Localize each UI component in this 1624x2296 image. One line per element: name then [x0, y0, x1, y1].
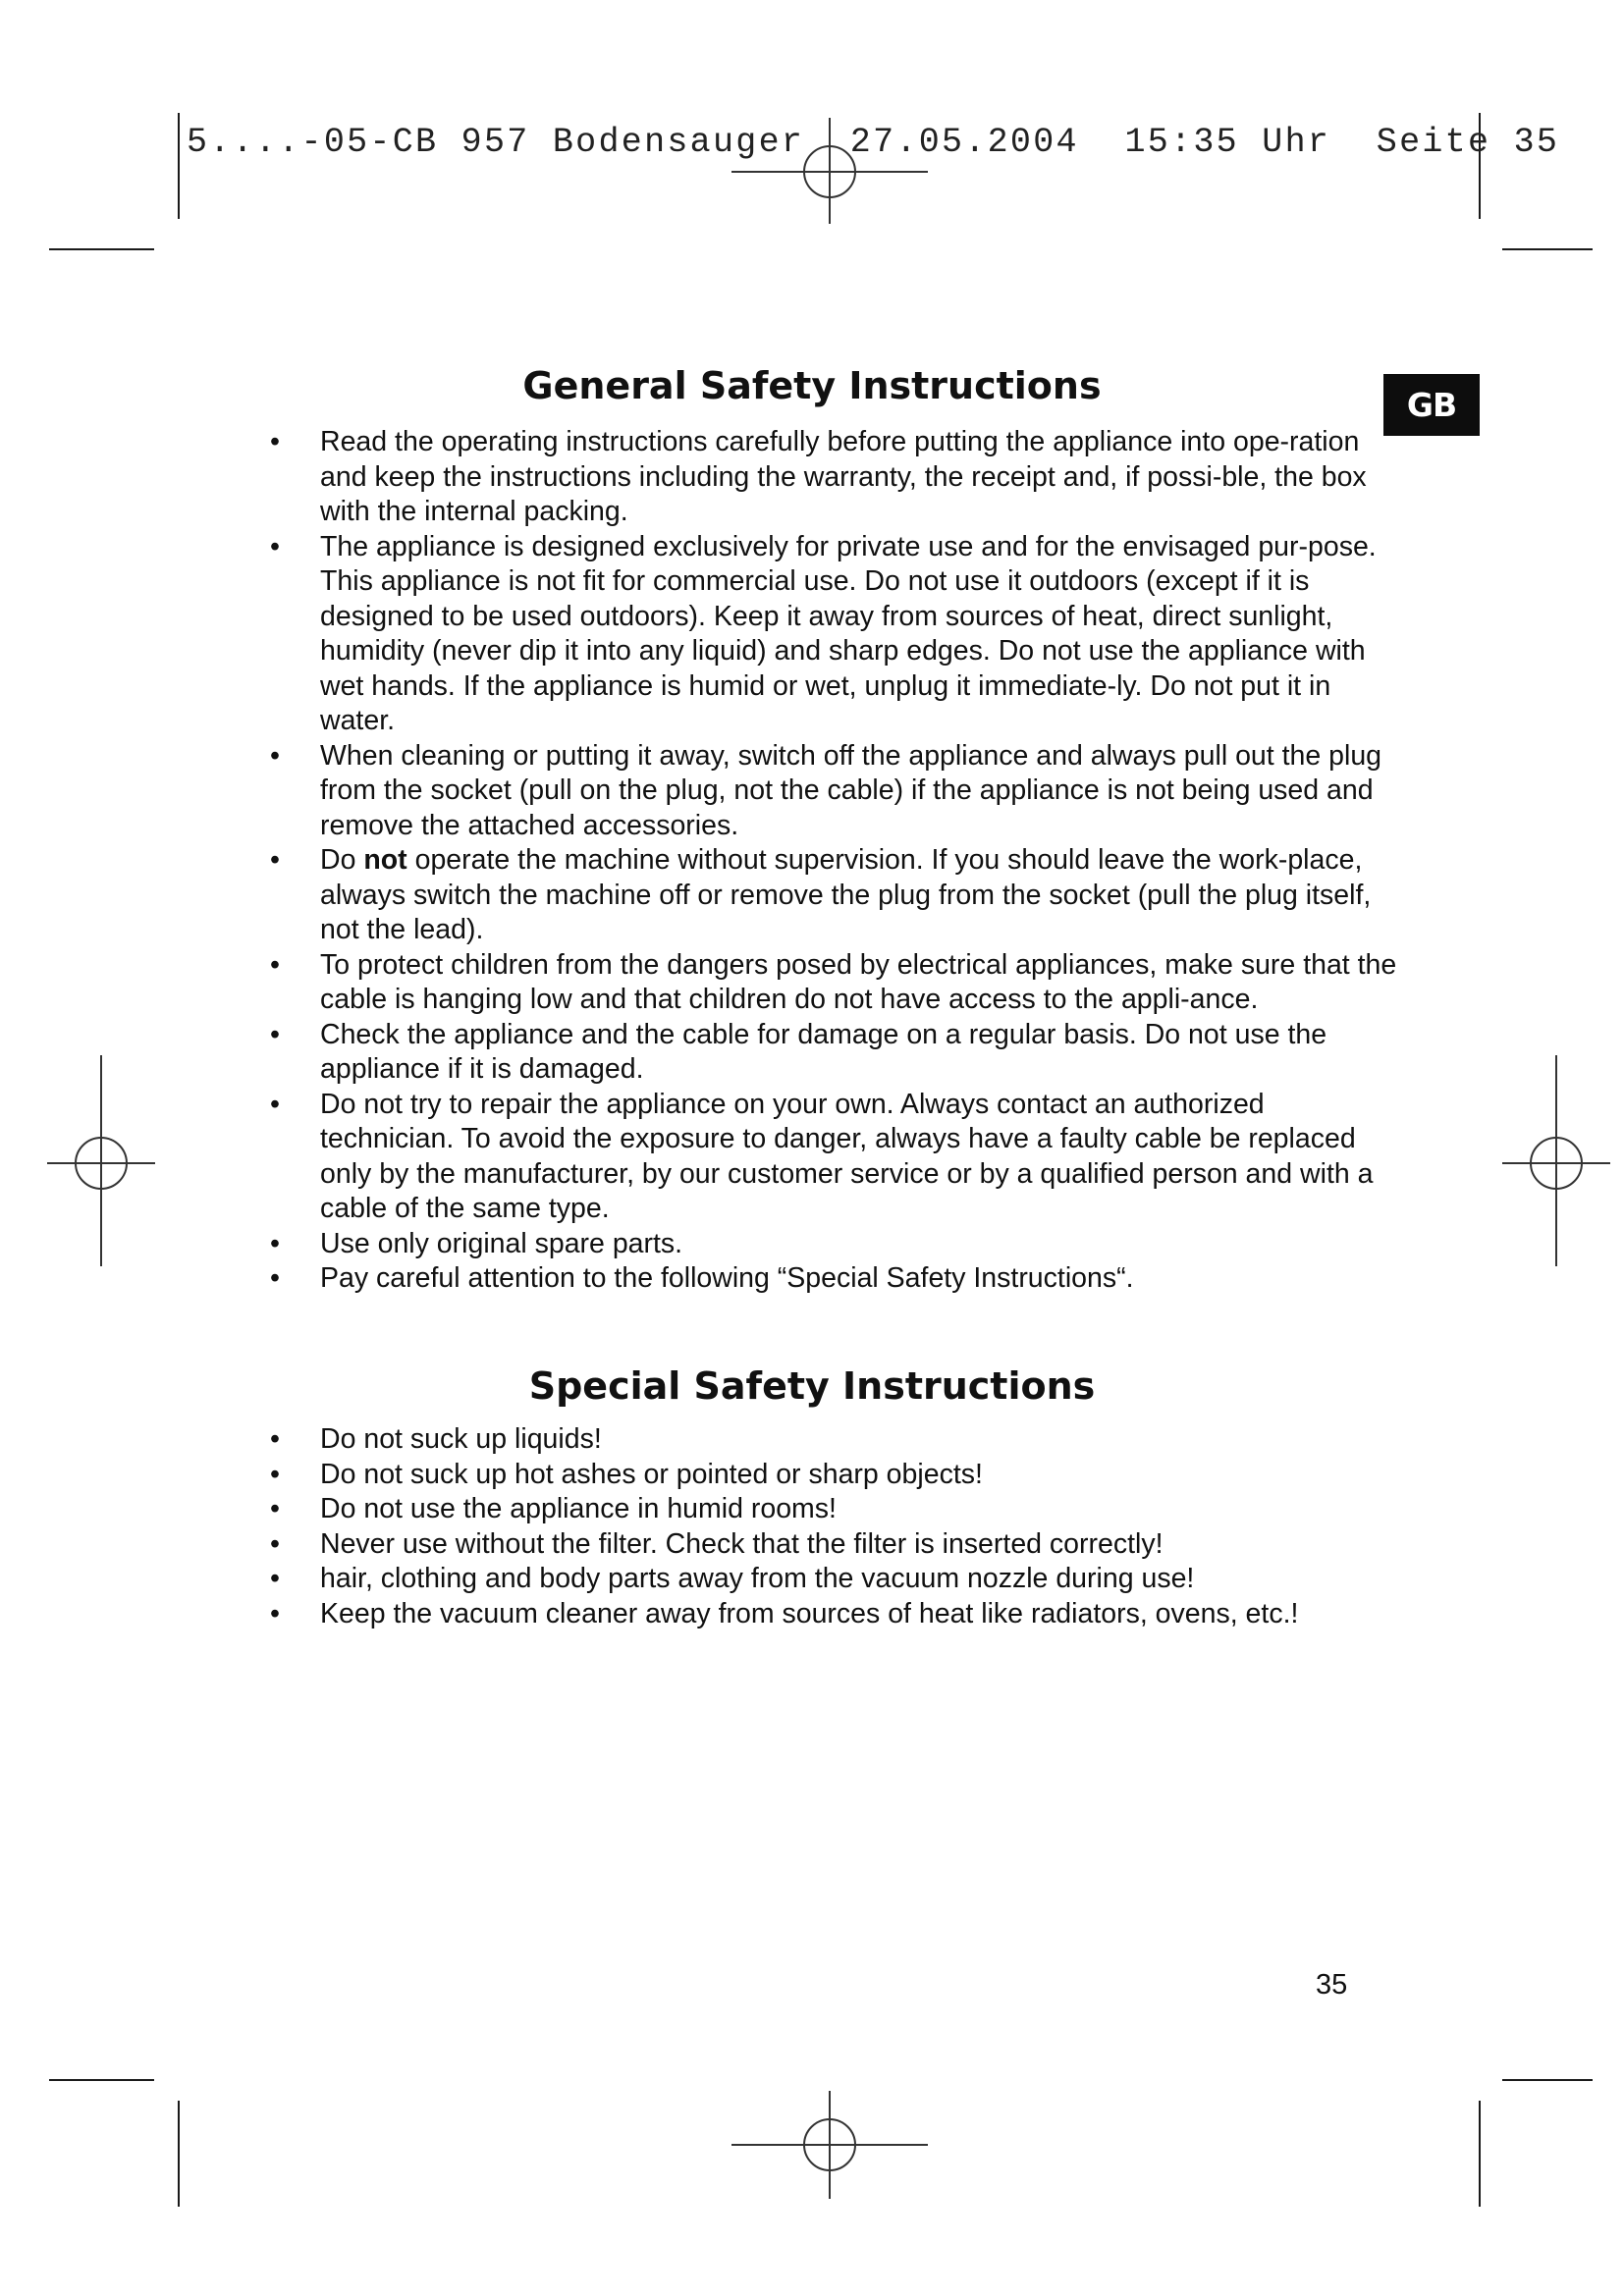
list-item: • Do not suck up liquids! — [268, 1422, 1397, 1458]
print-slug-header: 5....-05-CB 957 Bodensauger 27.05.2004 15:35 Uhr Seite 35 — [187, 123, 1560, 162]
special-safety-list — [268, 1422, 1397, 1631]
crop-mark-bottom-left-vertical — [178, 2101, 180, 2207]
page-number: 35 — [1316, 1969, 1348, 2001]
list-item: • Use only original spare parts. — [268, 1227, 1397, 1262]
crop-mark-bottom-right-vertical — [1479, 2101, 1481, 2207]
crop-mark-bottom-right-horizontal — [1502, 2079, 1593, 2081]
list-item: • Read the operating instructions carefully before putting the appliance into ope-ration and keep the instructions including the warranty, the receipt and, if possi-ble, the box with the internal packing. — [268, 425, 1397, 530]
list-item: • Pay careful attention to the following “Special Safety Instructions“. — [268, 1261, 1397, 1297]
list-item: • Keep the vacuum cleaner away from sources of heat like radiators, ovens, etc.! — [268, 1597, 1397, 1632]
list-item: • The appliance is designed exclusively for private use and for the envisaged pur-pose. This appliance is not fit for commercial use. Do not use it outdoors (except if it is designed to be used outdoors). Keep it away from sources of heat, direct sunlight, humidity (never dip it into any liquid) and sharp edges. Do not use the appliance with wet hands. If the appliance is humid or wet, unplug it immediate-ly. Do not put it in water. — [268, 530, 1397, 739]
emphasis-not: not — [363, 844, 407, 876]
registration-mark-right — [1502, 1055, 1612, 1266]
crop-mark-bottom-left-horizontal — [49, 2079, 154, 2081]
general-safety-list — [268, 425, 1397, 1297]
crop-mark-top-left-vertical — [178, 113, 180, 219]
list-item: • hair, clothing and body parts away from the vacuum nozzle during use! — [268, 1562, 1397, 1597]
list-item: • Never use without the filter. Check that the filter is inserted correctly! — [268, 1527, 1397, 1563]
language-tab: GB — [1383, 374, 1480, 436]
crop-mark-top-right-horizontal — [1502, 248, 1593, 250]
list-item: • Do not use the appliance in humid rooms! — [268, 1492, 1397, 1527]
list-item: • Do not suck up hot ashes or pointed or sharp objects! — [268, 1458, 1397, 1493]
list-item: • Do not try to repair the appliance on your own. Always contact an authorized technician. To avoid the exposure to danger, always have a faulty cable be replaced only by the manufacturer, by our customer service or by a qualified person and with a cable of the same type. — [268, 1088, 1397, 1227]
registration-mark-bottom — [722, 2091, 938, 2199]
crop-mark-top-left-horizontal — [49, 248, 154, 250]
general-safety-title: General Safety Instructions — [522, 364, 1102, 407]
list-item: • When cleaning or putting it away, switch off the appliance and always pull out the plug from the socket (pull on the plug, not the cable) if the appliance is not being used and remove the attached accessories. — [268, 739, 1397, 844]
special-safety-title: Special Safety Instructions — [528, 1364, 1096, 1408]
registration-mark-left — [47, 1055, 157, 1266]
list-item: • To protect children from the dangers posed by electrical appliances, make sure that the cable is hanging low and that children do not have access to the appli-ance. — [268, 948, 1397, 1018]
list-item: • Check the appliance and the cable for damage on a regular basis. Do not use the appliance if it is damaged. — [268, 1018, 1397, 1088]
list-item: • Do not operate the machine without supervision. If you should leave the work-place, always switch the machine off or remove the plug from the socket (pull the plug itself, not the lead). — [268, 843, 1397, 948]
